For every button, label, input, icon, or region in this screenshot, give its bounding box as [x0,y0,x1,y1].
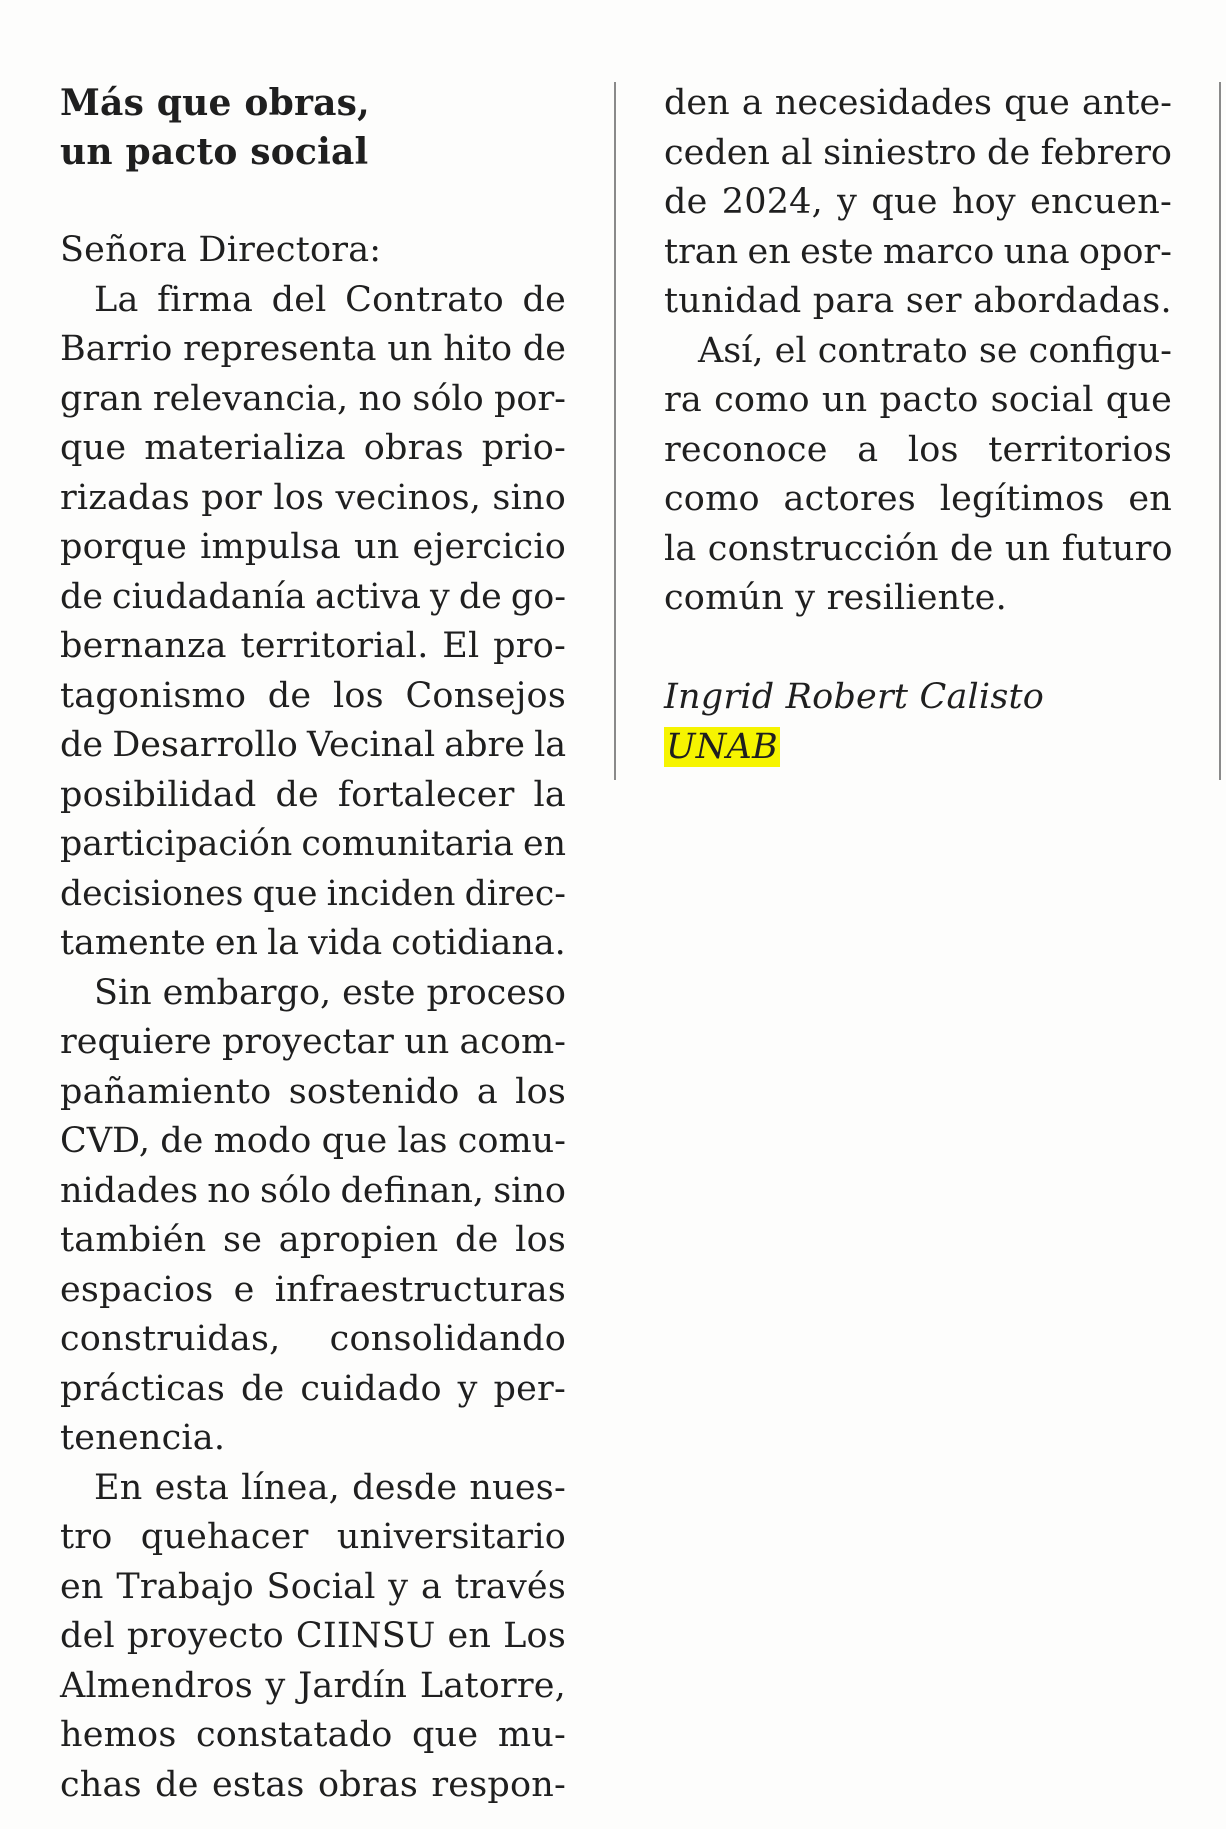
body-line: CVD, de modo que las comu- [60,1121,566,1161]
body-line: que materializa obras prio- [60,428,566,468]
body-line: ceden al siniestro de febrero [664,132,1172,173]
body-line: común y resiliente. [664,578,1007,618]
body-line: nidades no sólo definan, sino [60,1170,566,1211]
signature-gap [664,624,1172,674]
signature-name: Ingrid Robert Calisto [664,677,1045,717]
body-line: hemos constatado que mu- [60,1715,566,1755]
headline-line-2: un pacto social [60,131,369,173]
body-line: reconoce a los territorios [664,429,1172,470]
body-line: ra como un pacto social que [664,380,1172,420]
body-line: tro quehacer universitario [60,1517,566,1557]
body-line: prácticas de cuidado y per- [60,1368,566,1409]
letter-right-column [664,79,1172,772]
column-divider-right [1219,82,1221,780]
body-line: rizadas por los vecinos, sino [60,477,566,518]
body-line: La firma del Contrato de [94,279,566,320]
body-line: la construcción de un futuro [664,528,1173,569]
body-line: tunidad para ser abordadas. [664,281,1172,321]
body-line: pañamiento sostenido a los [60,1071,566,1112]
body-line: también se apropien de los [60,1220,566,1260]
body-line: gran relevancia, no sólo por- [60,378,566,419]
body-line: decisiones que inciden direc- [60,873,566,914]
column-divider [614,82,616,780]
body-line: construidas, consolidando [60,1319,566,1359]
body-line: en Trabajo Social y a través [60,1566,566,1607]
body-line: tenencia. [60,1418,226,1458]
headline-line-1: Más que obras, [60,82,370,124]
letter-body-right [664,79,1172,624]
body-line: participación comunitaria en [60,824,566,864]
body-line: como actores legítimos en [664,479,1172,519]
body-line: Almendros y Jardín Latorre, [60,1665,566,1706]
letter-left-column [60,79,566,1810]
body-line: porque impulsa un ejercicio [60,527,566,567]
body-line: de ciudadanía activa y de go- [60,576,566,617]
body-line: den a necesidades que ante- [664,83,1172,123]
body-line: del proyecto CIINSU en Los [60,1616,566,1656]
letter-headline [60,79,566,177]
body-line: Así, el contrato se configu- [698,330,1172,371]
body-line: de 2024, y que hoy encuen- [664,182,1172,222]
body-line: chas de estas obras respon- [60,1764,566,1805]
signature-institution: UNAB [666,726,778,767]
body-line: Barrio representa un hito de [60,329,566,369]
body-line: posibilidad de fortalecer la [60,774,566,815]
body-line: tagonismo de los Consejos [60,675,566,716]
body-line: requiere proyectar un acom- [60,1022,566,1062]
body-line: de Desarrollo Vecinal abre la [60,725,567,765]
body-line: tamente en la vida cotidiana. [60,923,566,963]
body-line: tran en este marco una opor- [664,231,1172,272]
letter-body-left [60,276,566,1811]
body-line: espacios e infraestructuras [60,1269,566,1310]
body-line: Sin embargo, este proceso [94,972,566,1013]
body-line: En esta línea, desde nues- [94,1467,566,1508]
headline-gap [60,177,566,226]
letter-salutation: Señora Directora: [60,230,382,270]
body-line: bernanza territorial. El pro- [60,626,566,666]
